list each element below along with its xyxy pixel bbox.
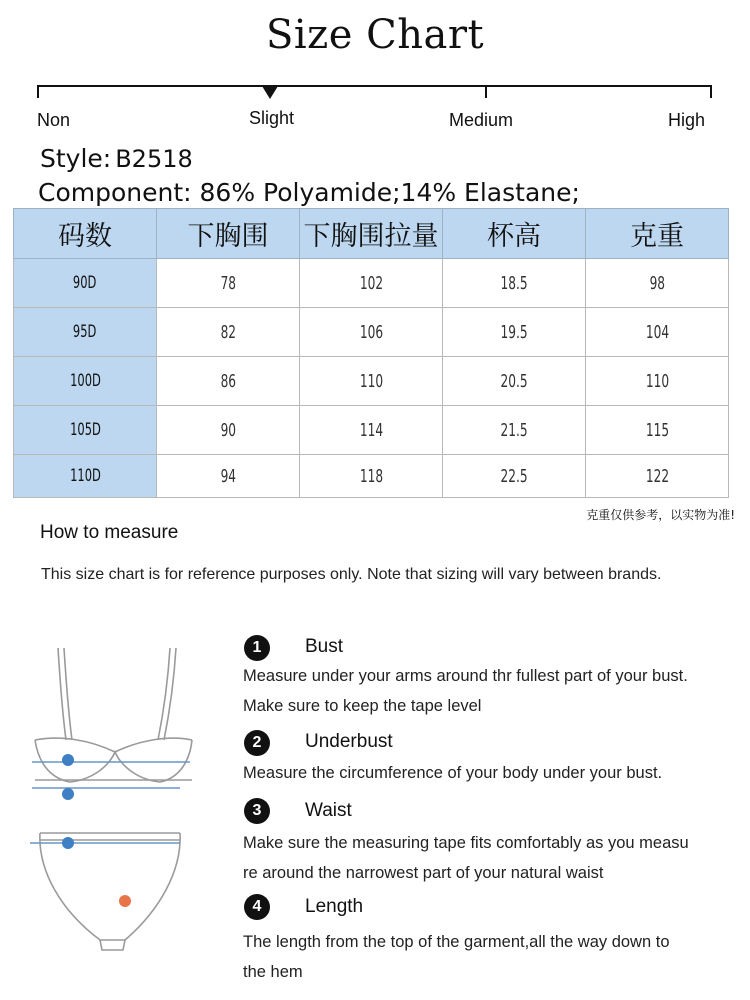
- marker-3-icon: [62, 837, 74, 849]
- weight-footnote: 克重仅供参考，以实物为准!: [586, 508, 735, 522]
- table-cell: 110: [300, 357, 443, 406]
- table-row: [14, 308, 729, 357]
- garment-illustration: [30, 640, 200, 960]
- table-cell: 22.5: [443, 455, 586, 498]
- scale-tick: [710, 85, 712, 98]
- table-cell: 98: [586, 259, 729, 308]
- briefs-outline-icon: [40, 833, 180, 950]
- column-header: 下胸围: [157, 209, 300, 259]
- step-1-badge-icon: 1: [244, 635, 270, 661]
- marker-4-icon: [119, 895, 131, 907]
- page-title: Size Chart: [265, 12, 485, 58]
- step-2-badge-icon: 2: [244, 730, 270, 756]
- scale-tick: [485, 85, 487, 98]
- column-header: 码数: [14, 209, 157, 259]
- table-cell: 100D: [14, 357, 157, 406]
- table-cell: 19.5: [443, 308, 586, 357]
- scale-label-non: Non: [37, 110, 71, 130]
- table-cell: 105D: [14, 406, 157, 455]
- step-4-description: The length from the top of the garment,all the way down to the hem: [243, 933, 670, 981]
- scale-label-slight: Slight: [249, 108, 295, 128]
- table-cell: 122: [586, 455, 729, 498]
- step-1-title: Bust: [305, 636, 344, 657]
- table-row: [14, 357, 729, 406]
- step-4-badge-icon: 4: [244, 894, 270, 920]
- how-to-measure-heading: How to measure: [40, 522, 179, 543]
- table-cell: 118: [300, 455, 443, 498]
- style-label: Style:: [40, 144, 112, 173]
- scale-tick: [37, 85, 39, 98]
- step-2-description: Measure the circumference of your body under your bust.: [243, 764, 663, 782]
- component-line: Component: 86% Polyamide;14% Elastane;: [38, 178, 580, 207]
- style-line: [40, 144, 193, 173]
- marker-2-icon: [62, 788, 74, 800]
- style-value: B2518: [115, 145, 193, 173]
- table-cell: 86: [157, 357, 300, 406]
- table-cell: 115: [586, 406, 729, 455]
- column-header: 下胸围拉量: [300, 209, 443, 259]
- table-cell: 20.5: [443, 357, 586, 406]
- table-cell: 102: [300, 259, 443, 308]
- column-header: 克重: [586, 209, 729, 259]
- step-4-title: Length: [305, 896, 364, 917]
- table-cell: 110D: [14, 455, 157, 498]
- step-3-badge-icon: 3: [244, 798, 270, 824]
- table-cell: 82: [157, 308, 300, 357]
- table-row: [14, 259, 729, 308]
- step-2-title: Underbust: [305, 731, 393, 752]
- step-3-description: Make sure the measuring tape fits comfortably as you measu re around the narrowest part of your natural waist: [243, 834, 689, 882]
- scale-selected-marker-icon: [262, 86, 278, 99]
- table-cell: 90D: [14, 259, 157, 308]
- scale-label-medium: Medium: [449, 110, 514, 130]
- table-cell: 90: [157, 406, 300, 455]
- table-row: [14, 406, 729, 455]
- table-cell: 18.5: [443, 259, 586, 308]
- size-table: [13, 208, 729, 498]
- table-cell: 106: [300, 308, 443, 357]
- how-to-measure-note: This size chart is for reference purposes only. Note that sizing will vary between brands.: [41, 566, 662, 583]
- table-cell: 104: [586, 308, 729, 357]
- table-header-row: [14, 209, 729, 259]
- table-cell: 110: [586, 357, 729, 406]
- table-cell: 94: [157, 455, 300, 498]
- scale-line: [38, 85, 712, 87]
- table-cell: 21.5: [443, 406, 586, 455]
- column-header: 杯高: [443, 209, 586, 259]
- table-cell: 78: [157, 259, 300, 308]
- step-1-description: Measure under your arms around thr fullest part of your bust. Make sure to keep the tape level: [243, 667, 688, 715]
- table-cell: 114: [300, 406, 443, 455]
- table-row: [14, 455, 729, 498]
- table-cell: 95D: [14, 308, 157, 357]
- step-3-title: Waist: [305, 800, 352, 821]
- scale-label-high: High: [668, 110, 706, 130]
- marker-1-icon: [62, 754, 74, 766]
